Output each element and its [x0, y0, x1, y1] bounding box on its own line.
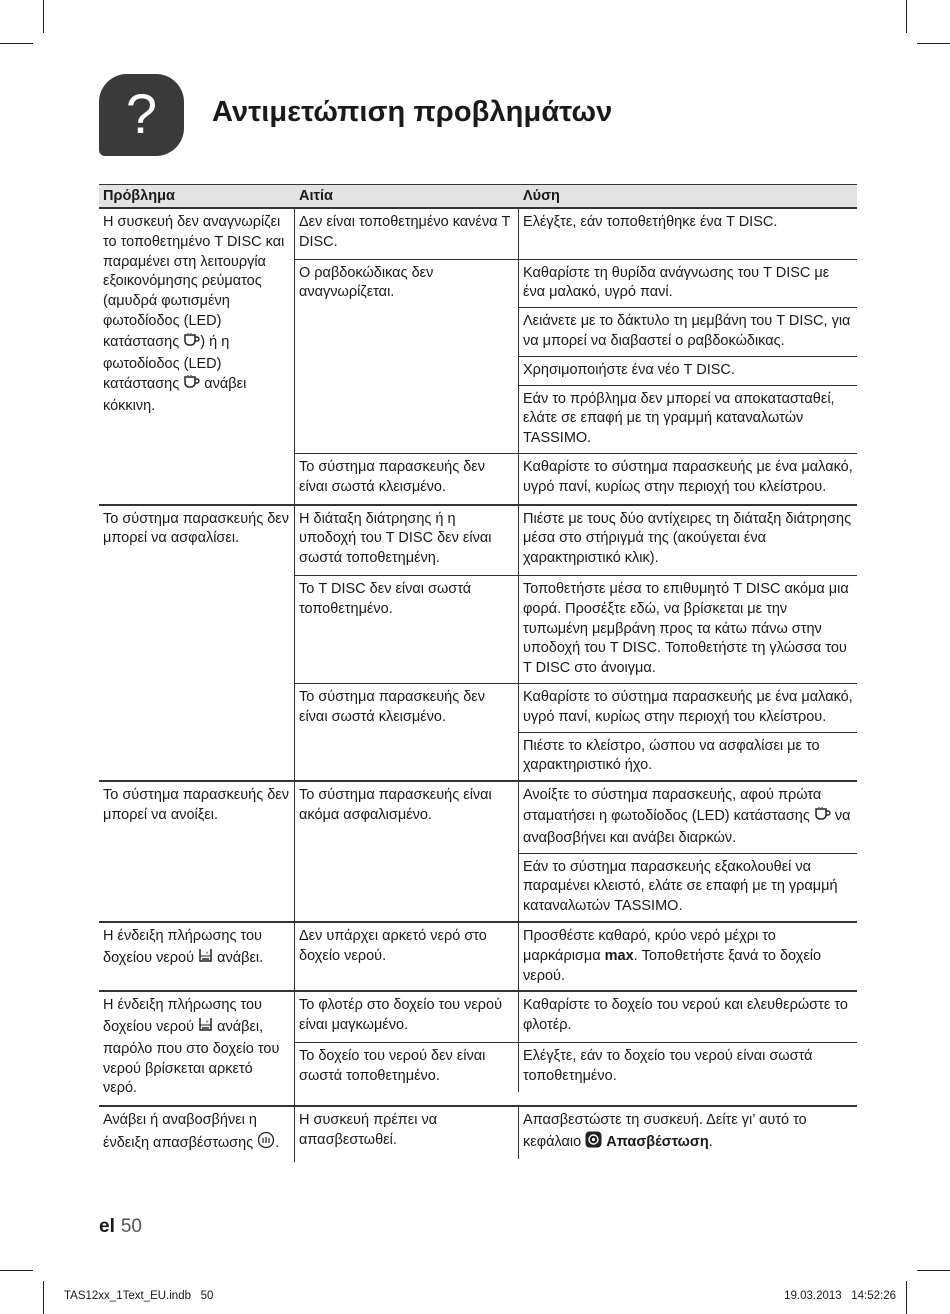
cause-row: [295, 260, 857, 454]
header-cause: Αιτία: [299, 188, 333, 204]
text-run: Ανάβει ή αναβοσβήνει η ένδειξη απασβέστωσης: [103, 1112, 258, 1152]
crop-mark: [906, 1281, 907, 1314]
causes-column: [295, 782, 857, 921]
bold-term: max: [604, 947, 634, 964]
text-run: ) ή η φωτοδίοδος (LED) κατάστασης: [103, 333, 230, 393]
solution-cell: [519, 733, 857, 781]
print-slug-file: TAS12xx_1Text_EU.indb 50: [64, 1290, 214, 1302]
cause-row: [295, 923, 857, 990]
crop-mark: [0, 43, 33, 44]
cause-row: [295, 1043, 857, 1093]
solution-cell: [519, 576, 857, 683]
cause-cell: Το φλοτέρ στο δοχείο του νερού είναι μαγκωμένο.: [295, 992, 519, 1042]
text-run: . Τοποθετήστε ξανά το δοχείο νερού.: [523, 947, 822, 984]
solution-cell: [519, 506, 857, 573]
solutions-column: [519, 923, 857, 990]
print-slug-date: 19.03.2013 14:52:26: [784, 1290, 896, 1302]
troubleshooting-table: [99, 184, 857, 1162]
text-run: Ελέγξτε, εάν τοποθετήθηκε ένα T DISC.: [523, 214, 778, 230]
solution-cell: [519, 782, 857, 853]
text-run: Καθαρίστε το σύστημα παρασκευής με ένα μαλακό, υγρό πανί, κυρίως στην περιοχή του κλείστρου.: [523, 688, 853, 725]
problem-cell: [99, 1107, 295, 1162]
text-run: Εάν το πρόβλημα δεν μπορεί να αποκατασταθεί, ελάτε σε επαφή με τη γραμμή καταναλωτών TASSIMO.: [523, 390, 835, 447]
text-run: ανάβει κόκκινη.: [103, 376, 247, 415]
text-run: .: [708, 1134, 713, 1151]
crop-mark: [917, 43, 950, 44]
causes-column: [295, 923, 857, 990]
text-run: Λειάνετε με το δάκτυλο τη μεμβάνη του T DISC, για να μπορεί να διαβαστεί ο ραβδοκώδικας.: [523, 313, 851, 349]
text-run: Χρησιμοποιήστε ένα νέο T DISC.: [523, 361, 735, 378]
cause-row: [295, 1107, 857, 1159]
cause-row: [295, 506, 857, 576]
solution-cell: [519, 1107, 857, 1159]
text-run: να αναβοσβήνει και ανάβει διαρκών.: [523, 807, 851, 846]
text-run: Η ένδειξη πλήρωσης του δοχείου νερού: [103, 997, 262, 1036]
cause-row: [295, 684, 857, 780]
causes-column: [295, 209, 857, 504]
solution-cell: [519, 684, 857, 733]
text-run: ανάβει, παρόλο που στο δοχείο του νερού βρίσκεται αρκετό νερό.: [103, 1019, 280, 1097]
problem-cell: [99, 506, 295, 781]
text-run: Το σύστημα παρασκευής δεν μπορεί να ασφαλίσει.: [103, 510, 290, 547]
solutions-column: [519, 506, 857, 575]
table-row: [99, 1107, 857, 1162]
water-tank-icon: [198, 947, 213, 971]
bold-term: Απασβέστωση: [606, 1134, 709, 1151]
text-run: ανάβει.: [213, 949, 264, 966]
solution-cell: [519, 992, 857, 1040]
solution-cell: [519, 386, 857, 453]
water-tank-icon: [198, 1016, 213, 1040]
text-run: Καθαρίστε τη θυρίδα ανάγνωσης του T DISC με ένα μαλακό, υγρό πανί.: [523, 264, 830, 301]
solutions-column: [519, 684, 857, 780]
text-run: Το σύστημα παρασκευής δεν μπορεί να ανοίξει.: [103, 787, 290, 823]
problem-cell: [99, 209, 295, 504]
text-run: Εάν το σύστημα παρασκευής εξακολουθεί να παραμένει κλειστό, ελάτε σε επαφή με τη γραμμή καταναλωτών TASSIMO.: [523, 858, 838, 915]
solution-cell: [519, 209, 857, 237]
crop-mark: [0, 1270, 33, 1271]
cause-cell: Ο ραβδοκώδικας δεν αναγνωρίζεται.: [295, 260, 519, 453]
text-run: Ανοίξτε το σύστημα παρασκευής, αφού πρώτα σταματήσει η φωτοδίοδος (LED) κατάστασης: [523, 787, 822, 824]
cause-cell: Η συσκευή πρέπει να απασβεστωθεί.: [295, 1107, 519, 1159]
table-row: [99, 992, 857, 1107]
solutions-column: [519, 992, 857, 1042]
header-solution: Λύση: [523, 188, 560, 204]
cause-cell: Δεν υπάρχει αρκετό νερό στο δοχείο νερού.: [295, 923, 519, 990]
table-body: [99, 209, 857, 1162]
descale-icon: [257, 1131, 275, 1156]
solutions-column: [519, 454, 857, 504]
text-run: Η συσκευή δεν αναγνωρίζει το τοποθετημένο T DISC και παραμένει στη λειτουργία εξοικονόμησης ρεύματος (αμυδρά φωτισμένη φωτοδίοδος (LED) κατάστασης: [103, 214, 285, 350]
language-code: el: [99, 1216, 115, 1237]
causes-column: [295, 506, 857, 781]
page-number: [99, 1216, 142, 1238]
problem-cell: [99, 923, 295, 990]
table-header: [99, 184, 857, 209]
cup-icon: [183, 332, 200, 355]
causes-column: [295, 1107, 857, 1162]
text-run: .: [275, 1135, 280, 1152]
table-row: [99, 209, 857, 506]
cause-row: [295, 454, 857, 504]
solution-cell: [519, 923, 857, 990]
table-row: [99, 506, 857, 783]
crop-mark: [917, 1270, 950, 1271]
cause-cell: Το δοχείο του νερού δεν είναι σωστά τοποθετημένο.: [295, 1043, 519, 1093]
question-mark-icon: ?: [99, 74, 184, 156]
page-number-value: 50: [120, 1216, 142, 1237]
text-run: Απασβεστώστε τη συσκευή. Δείτε γι’ αυτό το κεφάλαιο: [523, 1112, 807, 1151]
cause-cell: Το σύστημα παρασκευής δεν είναι σωστά κλεισμένο.: [295, 454, 519, 504]
cause-cell: Δεν είναι τοποθετημένο κανένα T DISC.: [295, 209, 519, 259]
cause-cell: Το σύστημα παρασκευής δεν είναι σωστά κλεισμένο.: [295, 684, 519, 780]
text-run: Ελέγξτε, εάν το δοχείο του νερού είναι σωστά τοποθετημένο.: [523, 1047, 813, 1084]
crop-mark: [43, 1281, 44, 1314]
text-run: Η ένδειξη πλήρωσης του δοχείου νερού: [103, 927, 262, 966]
crop-mark: [43, 0, 44, 33]
cause-row: [295, 782, 857, 921]
solutions-column: [519, 1043, 857, 1093]
text-run: Προσθέστε καθαρό, κρύο νερό μέχρι το μαρκάρισμα: [523, 927, 776, 964]
solutions-column: [519, 782, 857, 921]
solutions-column: [519, 1107, 857, 1159]
solution-cell: [519, 260, 857, 309]
solution-cell: [519, 357, 857, 386]
chapter-badge-icon: [585, 1131, 602, 1155]
causes-column: [295, 992, 857, 1105]
solutions-column: [519, 576, 857, 683]
page-title: Αντιμετώπιση προβλημάτων: [212, 96, 613, 128]
problem-cell: [99, 992, 295, 1105]
cause-cell: Το σύστημα παρασκευής είναι ακόμα ασφαλισμένο.: [295, 782, 519, 921]
cause-row: [295, 992, 857, 1043]
solution-cell: [519, 308, 857, 357]
cup-icon: [814, 806, 831, 829]
solution-cell: [519, 854, 857, 921]
cause-row: [295, 576, 857, 684]
problem-cell: [99, 782, 295, 921]
solution-cell: [519, 1043, 857, 1091]
table-row: [99, 782, 857, 923]
text-run: Καθαρίστε το δοχείο του νερού και ελευθερώστε το φλοτέρ.: [523, 997, 848, 1034]
crop-mark: [906, 0, 907, 33]
text-run: Καθαρίστε το σύστημα παρασκευής με ένα μαλακό, υγρό πανί, κυρίως στην περιοχή του κλείστρου.: [523, 458, 853, 495]
solution-cell: [519, 454, 857, 502]
cause-cell: Το T DISC δεν είναι σωστά τοποθετημένο.: [295, 576, 519, 683]
table-row: [99, 923, 857, 992]
cup-icon: [183, 374, 200, 397]
cause-row: [295, 209, 857, 260]
header-problem: Πρόβλημα: [103, 188, 175, 204]
solutions-column: [519, 260, 857, 453]
text-run: Τοποθετήστε μέσα το επιθυμητό T DISC ακόμα μια φορά. Προσέξτε εδώ, να βρίσκεται με την τυπωμένη μεμβράνη προς τα κάτω πάνω στην υποδοχή του T DISC. Τοποθετήστε τη γλώσσα του T DISC στο άνοιγμα.: [523, 580, 849, 677]
text-run: Πιέστε το κλείστρο, ώσπου να ασφαλίσει με το χαρακτηριστικό ήχο.: [523, 737, 820, 774]
solutions-column: [519, 209, 857, 259]
cause-cell: Η διάταξη διάτρησης ή η υποδοχή του T DISC δεν είναι σωστά τοποθετημένη.: [295, 506, 519, 575]
text-run: Πιέστε με τους δύο αντίχειρες τη διάταξη διάτρησης μέσα στο στήριγμά της (ακούγεται ένα χαρακτηριστικό κλικ).: [523, 510, 852, 567]
